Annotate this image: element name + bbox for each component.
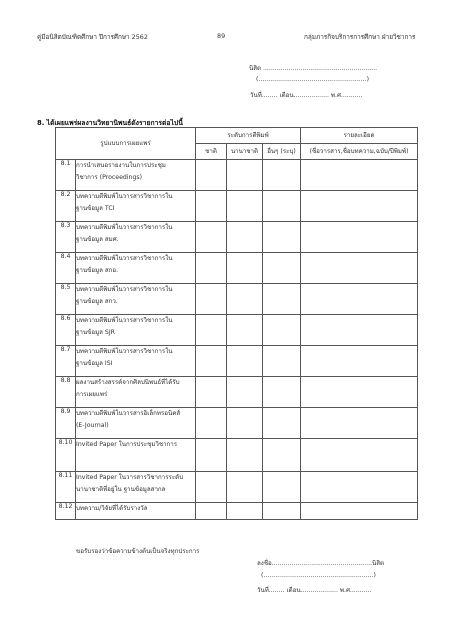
other-cell[interactable] <box>263 439 301 472</box>
publication-type-line: ฐานข้อมูล ISI <box>76 360 113 367</box>
other-cell[interactable] <box>263 472 301 503</box>
details-cell[interactable] <box>301 408 418 439</box>
publication-type <box>76 503 196 520</box>
international-cell[interactable] <box>227 439 263 472</box>
publication-type <box>76 253 196 284</box>
row-number: 8.4 <box>56 253 76 284</box>
table-row <box>56 346 418 377</box>
other-cell[interactable] <box>263 253 301 284</box>
publication-type <box>76 160 196 191</box>
international-cell[interactable] <box>227 503 263 520</box>
details-cell[interactable] <box>301 315 418 346</box>
table-row <box>56 253 418 284</box>
table-row <box>56 472 418 503</box>
publication-type-line: วิชาการ (Proceedings) <box>76 174 143 181</box>
column-header-national: ชาติ <box>196 144 227 160</box>
certify-statement: ขอรับรองว่าข้อความข้างต้นเป็นจริงทุกประการ <box>76 548 200 555</box>
publication-type-line: บทความตีพิมพ์ในวารสารวิชาการใน <box>76 193 173 200</box>
other-cell[interactable] <box>263 315 301 346</box>
row-number: 8.5 <box>56 284 76 315</box>
international-cell[interactable] <box>227 315 263 346</box>
publication-type-line: ฐานข้อมูล สมศ. <box>76 236 119 243</box>
details-cell[interactable] <box>301 284 418 315</box>
row-number: 8.11 <box>56 472 76 503</box>
publication-type <box>76 284 196 315</box>
table-row <box>56 222 418 253</box>
bottom-signature-date: วันที่........ เดือน................... พ.ศ........... <box>257 587 372 594</box>
row-number: 8.2 <box>56 191 76 222</box>
publication-type-line: การนำเสนอรายงานในการประชุม <box>76 162 166 169</box>
publication-type-line: (E-Journal) <box>76 422 109 429</box>
other-cell[interactable] <box>263 377 301 408</box>
table-row <box>56 439 418 472</box>
publication-type-line: ฐานข้อมูล TCI <box>76 205 115 212</box>
publication-type-line: Invited Paper ในการประชุมวิชาการ <box>76 441 178 448</box>
publication-type <box>76 439 196 472</box>
publication-type <box>76 315 196 346</box>
international-cell[interactable] <box>227 284 263 315</box>
publication-type-line: ผลงานสร้างสรรค์จากศิลปนิพนธ์ที่ได้รับ <box>76 379 180 386</box>
publication-type-line: ฐานข้อมูล สกว. <box>76 298 118 305</box>
publication-type-line: ฐานข้อมูล SJR <box>76 329 115 336</box>
other-cell[interactable] <box>263 503 301 520</box>
publication-type-line: บทความตีพิมพ์ในวารสารวิชาการใน <box>76 286 173 293</box>
table-row <box>56 315 418 346</box>
row-number: 8.10 <box>56 439 76 472</box>
national-cell[interactable] <box>196 346 227 377</box>
international-cell[interactable] <box>227 191 263 222</box>
other-cell[interactable] <box>263 191 301 222</box>
international-cell[interactable] <box>227 160 263 191</box>
publication-type <box>76 472 196 503</box>
international-cell[interactable] <box>227 222 263 253</box>
details-cell[interactable] <box>301 503 418 520</box>
header-department: กลุ่มภารกิจบริการการศึกษา ฝ่ายวิชาการ <box>304 33 416 41</box>
publication-type-line: นานาชาติที่อยู่ใน ฐานข้อมูลสากล <box>76 486 166 493</box>
national-cell[interactable] <box>196 503 227 520</box>
row-number: 8.7 <box>56 346 76 377</box>
national-cell[interactable] <box>196 408 227 439</box>
table-row <box>56 377 418 408</box>
publication-type <box>76 408 196 439</box>
publication-type <box>76 346 196 377</box>
publication-table-body <box>56 160 418 520</box>
top-signature-student: นิสิต .......................................................... <box>249 65 378 72</box>
national-cell[interactable] <box>196 160 227 191</box>
row-number: 8.3 <box>56 222 76 253</box>
publication-type <box>76 222 196 253</box>
details-cell[interactable] <box>301 346 418 377</box>
national-cell[interactable] <box>196 315 227 346</box>
column-header-level: ระดับการตีพิมพ์ <box>196 128 301 144</box>
column-header-details: รายละเอียด <box>301 128 418 144</box>
publication-type <box>76 377 196 408</box>
national-cell[interactable] <box>196 284 227 315</box>
row-number: 8.1 <box>56 160 76 191</box>
column-header-international: นานาชาติ <box>227 144 263 160</box>
international-cell[interactable] <box>227 253 263 284</box>
other-cell[interactable] <box>263 408 301 439</box>
table-row <box>56 284 418 315</box>
column-header-type: รูปแบบการเผยแพร่ <box>56 128 196 160</box>
publication-type-line: บทความ/วิจัยที่ได้รับรางวัล <box>76 505 148 512</box>
national-cell[interactable] <box>196 377 227 408</box>
column-header-other: อื่นๆ (ระบุ) <box>263 144 301 160</box>
national-cell[interactable] <box>196 191 227 222</box>
details-cell[interactable] <box>301 472 418 503</box>
publication-type-line: บทความตีพิมพ์ในวารสารวิชาการใน <box>76 348 173 355</box>
row-number: 8.8 <box>56 377 76 408</box>
bottom-signature-name: (........................................................) <box>261 572 376 579</box>
other-cell[interactable] <box>263 222 301 253</box>
header-document-title: คู่มือนิสิตบัณฑิตศึกษา ปีการศึกษา 2562 <box>37 33 148 41</box>
publication-type-line: บทความตีพิมพ์ในวารสารวิชาการใน <box>76 317 173 324</box>
top-signature-name: (.......................................................) <box>256 76 370 83</box>
national-cell[interactable] <box>196 472 227 503</box>
international-cell[interactable] <box>227 408 263 439</box>
row-number: 8.9 <box>56 408 76 439</box>
publication-type-line: ฐานข้อมูล สกอ. <box>76 267 119 274</box>
national-cell[interactable] <box>196 222 227 253</box>
publication-type-line: บทความตีพิมพ์ในวารสารวิชาการใน <box>76 255 173 262</box>
details-cell[interactable] <box>301 160 418 191</box>
publication-table <box>55 127 418 520</box>
details-cell[interactable] <box>301 377 418 408</box>
table-row <box>56 503 418 520</box>
details-cell[interactable] <box>301 439 418 472</box>
publication-type-line: การเผยแพร่ <box>76 391 108 398</box>
international-cell[interactable] <box>227 472 263 503</box>
top-signature-date: วันที่........ เดือน.................. พ.ศ........... <box>250 92 363 99</box>
section-title: 8. ได้เผยแพร่ผลงานวิทยานิพนธ์ดังรายการต่อไปนี้ <box>37 119 183 127</box>
table-row <box>56 408 418 439</box>
international-cell[interactable] <box>227 377 263 408</box>
details-cell[interactable] <box>301 253 418 284</box>
bottom-signature-line: ลงชื่อ...................................................นิสิต <box>257 560 385 567</box>
column-header-details-sub: (ชื่อวารสาร,ชื่อบทความ,ฉบับ/ปีพิมพ์) <box>301 144 418 160</box>
table-row <box>56 191 418 222</box>
other-cell[interactable] <box>263 284 301 315</box>
national-cell[interactable] <box>196 253 227 284</box>
publication-type-line: บทความตีพิมพ์ในวารสารอิเล็กทรอนิคส์ <box>76 410 181 417</box>
national-cell[interactable] <box>196 439 227 472</box>
other-cell[interactable] <box>263 346 301 377</box>
details-cell[interactable] <box>301 191 418 222</box>
other-cell[interactable] <box>263 160 301 191</box>
table-row <box>56 160 418 191</box>
publication-type <box>76 191 196 222</box>
international-cell[interactable] <box>227 346 263 377</box>
page-number: 89 <box>217 32 226 40</box>
publication-type-line: Invited Paper ในวารสารวิชาการระดับ <box>76 474 184 481</box>
details-cell[interactable] <box>301 222 418 253</box>
row-number: 8.6 <box>56 315 76 346</box>
publication-type-line: บทความตีพิมพ์ในวารสารวิชาการใน <box>76 224 173 231</box>
row-number: 8.12 <box>56 503 76 520</box>
